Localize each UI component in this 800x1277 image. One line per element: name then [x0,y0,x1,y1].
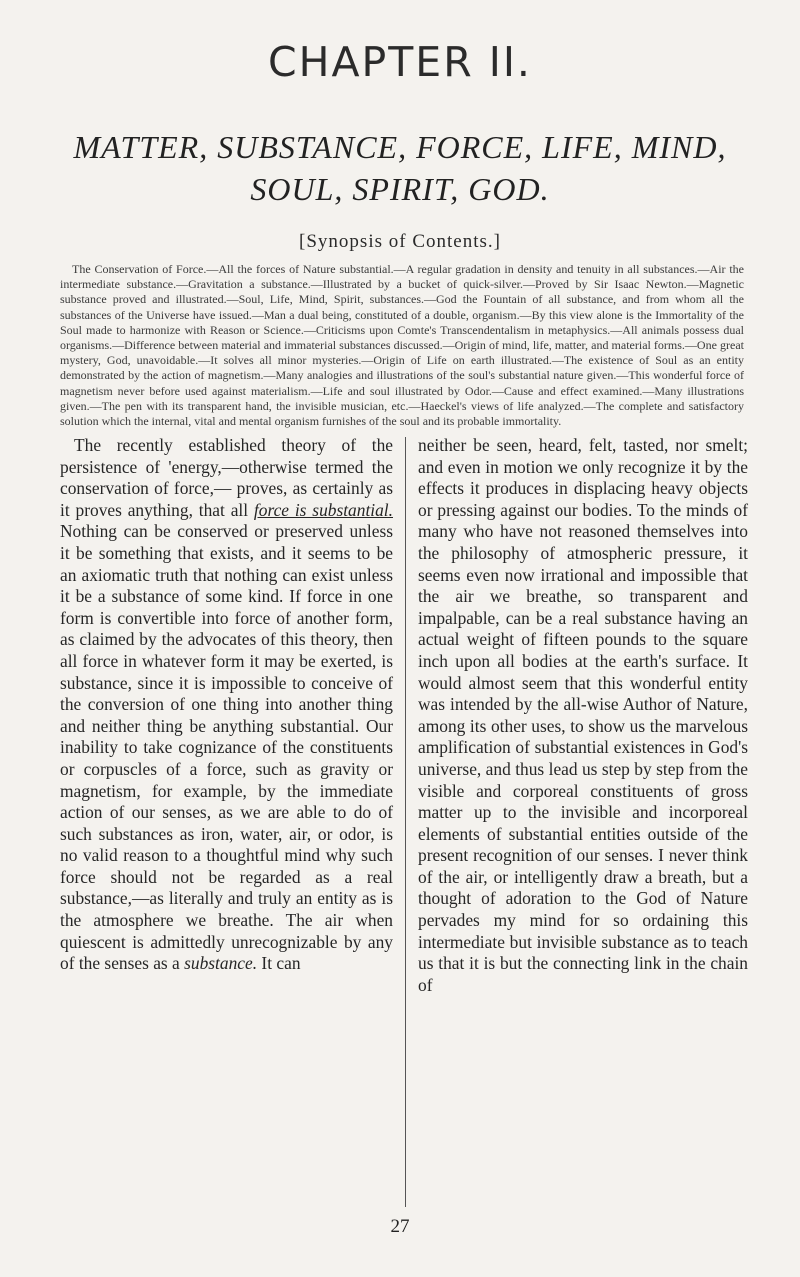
body-column-right: neither be seen, heard, felt, tasted, nor smelt; and even in motion we only recognize it by the effects it produces in displacing heavy objects or pressing against our bodies. To the minds of many who have not reasoned themselves into the philosophy of atmospheric pressure, it seems even now irrational and impossible that the air we breathe, so transparent and impalpable, can be a real substance having an actual weight of fifteen pounds to the square inch upon all bodies at the earth's surface. It would almost seem that this wonderful entity was intended by the all-wise Author of Nature, among its other uses, to show us the marvelous amplification of substantial existences in God's universe, and thus lead us step by step from the visible and corporeal constituents of gross matter up to the invisible and incorporeal elements of substantial entities outside of the present recognition of our senses. I never think of the air, or intelligently draw a breath, but a thought of adoration to the God of Nature pervades my mind for so ordaining this intermediate but invisible substance as to teach us that it is but the connecting link in the chain of [418,435,748,995]
body-text: The recently established theory of the persistence of 'energy,—otherwise termed the conservation of force,— proves, as certainly as it proves anything, that all [60,435,393,520]
chapter-title: MATTER, SUBSTANCE, FORCE, LIFE, MIND, SOUL, SPIRIT, GOD. [73,129,727,207]
body-column-left [60,435,393,975]
column-divider [405,437,406,1207]
emphasis-text: force is substantial. [253,499,393,520]
synopsis-heading: [Synopsis of Contents.] [299,231,501,252]
emphasis-text: substance. [184,953,258,974]
body-text: It can [257,953,301,974]
chapter-heading: CHAPTER II. [268,38,532,86]
body-text: Nothing can be conserved or preserved unless it be something that exists, and it seems to be an axiomatic truth that nothing can exist unless it be a substance of some kind. If force in one form is convertible into force of another form, as claimed by the advocates of this theory, then all force in whatever form it may be exerted, is substance, since it is impossible to conceive of the conversion of one thing into another thing and neither thing be anything substantial. Our inability to take cognizance of the constituents or corpuscles of a force, such as gravity or magnetism, for example, by the immediate action of our senses, as we are able to do of such substances as iron, water, air, or odor, is no valid reason to a thoughtful mind why such force should not be regarded as a real substance,—as literally and truly an entity as is the atmosphere we breathe. The air when quiescent is admittedly unrecognizable by any of the senses as a [60,521,393,974]
synopsis-text: The Conservation of Force.—All the forces of Nature substantial.—A regular gradation in density and tenuity in all substances.—Air the intermediate substance.—Gravitation a substance.—Illustrated by a bucket of quick-silver.—Proved by Sir Isaac Newton.—Magnetic substance proved and illustrated.—Soul, Life, Mind, Spirit, substances.—God the Fountain of all substance, and from whom all the substances of the Universe have issued.—Man a dual being, constituted of a double, organism.—By this view alone is the Immortality of the Soul made to harmonize with Reason or Science.—Criticisms upon Comte's Transcendentalism in metaphysics.—All animals possess dual organisms.—Difference between material and immaterial substances discussed.—Origin of mind, life, matter, and material forms.—One great mystery, God, unavoidable.—It solves all minor mysteries.—Origin of Life on earth illustrated.—The existence of Soul as an entity demonstrated by the action of magnetism.—Many analogies and illustrations of the soul's substantial nature given.—This wonderful force of magnetism never before used against materialism.—Life and soul illustrated by Odor.—Cause and effect examined.—Many illustrations given.—The pen with its transparent hand, the invisible musician, etc.—Haeckel's views of life analyzed.—The complete and satisfactory solution which the internal, vital and mental organism furnishes of the soul and its probable immortality. [60,262,744,429]
page-number: 27 [390,1216,410,1237]
